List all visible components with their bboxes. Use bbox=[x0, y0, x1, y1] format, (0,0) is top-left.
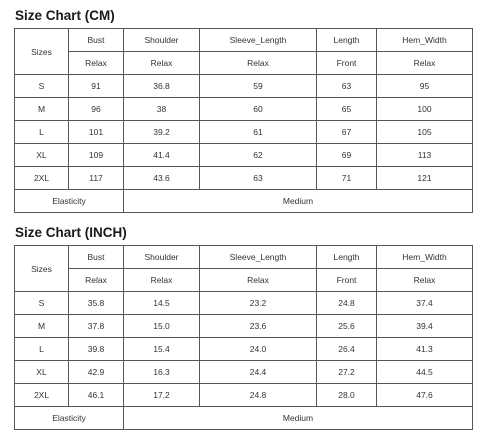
elasticity-row bbox=[15, 190, 473, 213]
table-cell: 91 bbox=[69, 75, 124, 98]
table-cell: 60 bbox=[200, 98, 317, 121]
table-row bbox=[15, 144, 473, 167]
elasticity-value: Medium bbox=[124, 190, 473, 213]
elasticity-value: Medium bbox=[124, 407, 473, 430]
table-row bbox=[15, 167, 473, 190]
table-cell: 41.4 bbox=[124, 144, 200, 167]
size-label: S bbox=[15, 75, 69, 98]
table-cell: 63 bbox=[200, 167, 317, 190]
table-cell: 46.1 bbox=[69, 384, 124, 407]
table-cell: 41.3 bbox=[377, 338, 473, 361]
column-header-length: Length bbox=[317, 246, 377, 269]
table-cell: 69 bbox=[317, 144, 377, 167]
size-table-cm bbox=[14, 28, 473, 213]
column-header-sleeve-length: Sleeve_Length bbox=[200, 246, 317, 269]
table-cell: 24.8 bbox=[317, 292, 377, 315]
sizes-header: Sizes bbox=[15, 29, 69, 75]
table-cell: 47.6 bbox=[377, 384, 473, 407]
table-cell: 62 bbox=[200, 144, 317, 167]
table-cell: 37.8 bbox=[69, 315, 124, 338]
size-label: S bbox=[15, 292, 69, 315]
column-header-hem-width: Hem_Width bbox=[377, 29, 473, 52]
size-label: XL bbox=[15, 361, 69, 384]
column-header-sleeve-length: Sleeve_Length bbox=[200, 29, 317, 52]
column-header-length: Length bbox=[317, 29, 377, 52]
subheader-length: Front bbox=[317, 52, 377, 75]
table-row bbox=[15, 361, 473, 384]
table-row bbox=[15, 315, 473, 338]
column-header-bust: Bust bbox=[69, 246, 124, 269]
size-chart-cm bbox=[14, 4, 472, 213]
sizes-header: Sizes bbox=[15, 246, 69, 292]
subheader-shoulder: Relax bbox=[124, 52, 200, 75]
table-cell: 42.9 bbox=[69, 361, 124, 384]
table-cell: 15.4 bbox=[124, 338, 200, 361]
table-cell: 24.0 bbox=[200, 338, 317, 361]
subheader-row bbox=[15, 52, 473, 75]
table-cell: 71 bbox=[317, 167, 377, 190]
size-table-inch bbox=[14, 245, 473, 430]
header-row bbox=[15, 246, 473, 269]
table-cell: 24.8 bbox=[200, 384, 317, 407]
table-cell: 23.2 bbox=[200, 292, 317, 315]
size-label: M bbox=[15, 315, 69, 338]
table-cell: 35.8 bbox=[69, 292, 124, 315]
table-cell: 28.0 bbox=[317, 384, 377, 407]
table-cell: 14.5 bbox=[124, 292, 200, 315]
size-chart-inch bbox=[14, 221, 472, 430]
elasticity-label: Elasticity bbox=[15, 407, 124, 430]
column-header-shoulder: Shoulder bbox=[124, 29, 200, 52]
table-row bbox=[15, 98, 473, 121]
table-cell: 39.2 bbox=[124, 121, 200, 144]
table-cell: 117 bbox=[69, 167, 124, 190]
size-label: XL bbox=[15, 144, 69, 167]
table-cell: 15.0 bbox=[124, 315, 200, 338]
header-row bbox=[15, 29, 473, 52]
table-cell: 65 bbox=[317, 98, 377, 121]
table-cell: 26.4 bbox=[317, 338, 377, 361]
elasticity-label: Elasticity bbox=[15, 190, 124, 213]
subheader-sleeve-length: Relax bbox=[200, 52, 317, 75]
table-cell: 109 bbox=[69, 144, 124, 167]
table-row bbox=[15, 338, 473, 361]
table-row bbox=[15, 384, 473, 407]
table-cell: 100 bbox=[377, 98, 473, 121]
column-header-shoulder: Shoulder bbox=[124, 246, 200, 269]
table-row bbox=[15, 292, 473, 315]
subheader-sleeve-length: Relax bbox=[200, 269, 317, 292]
size-label: 2XL bbox=[15, 384, 69, 407]
size-chart-inch-title: Size Chart (INCH) bbox=[15, 225, 127, 240]
table-cell: 113 bbox=[377, 144, 473, 167]
subheader-length: Front bbox=[317, 269, 377, 292]
table-cell: 24.4 bbox=[200, 361, 317, 384]
table-cell: 96 bbox=[69, 98, 124, 121]
table-cell: 38 bbox=[124, 98, 200, 121]
table-cell: 27.2 bbox=[317, 361, 377, 384]
table-cell: 39.8 bbox=[69, 338, 124, 361]
table-cell: 36.8 bbox=[124, 75, 200, 98]
table-cell: 61 bbox=[200, 121, 317, 144]
subheader-bust: Relax bbox=[69, 52, 124, 75]
table-cell: 37.4 bbox=[377, 292, 473, 315]
table-cell: 63 bbox=[317, 75, 377, 98]
subheader-shoulder: Relax bbox=[124, 269, 200, 292]
elasticity-row bbox=[15, 407, 473, 430]
subheader-hem-width: Relax bbox=[377, 52, 473, 75]
size-label: 2XL bbox=[15, 167, 69, 190]
table-cell: 44.5 bbox=[377, 361, 473, 384]
size-label: L bbox=[15, 121, 69, 144]
column-header-bust: Bust bbox=[69, 29, 124, 52]
size-label: L bbox=[15, 338, 69, 361]
size-chart-cm-title: Size Chart (CM) bbox=[15, 8, 115, 23]
table-cell: 95 bbox=[377, 75, 473, 98]
column-header-hem-width: Hem_Width bbox=[377, 246, 473, 269]
table-cell: 43.6 bbox=[124, 167, 200, 190]
table-cell: 16.3 bbox=[124, 361, 200, 384]
table-cell: 121 bbox=[377, 167, 473, 190]
subheader-bust: Relax bbox=[69, 269, 124, 292]
table-cell: 101 bbox=[69, 121, 124, 144]
subheader-hem-width: Relax bbox=[377, 269, 473, 292]
table-cell: 25.6 bbox=[317, 315, 377, 338]
table-cell: 59 bbox=[200, 75, 317, 98]
table-cell: 23.6 bbox=[200, 315, 317, 338]
table-cell: 105 bbox=[377, 121, 473, 144]
table-cell: 39.4 bbox=[377, 315, 473, 338]
table-row bbox=[15, 75, 473, 98]
table-row bbox=[15, 121, 473, 144]
table-cell: 67 bbox=[317, 121, 377, 144]
subheader-row bbox=[15, 269, 473, 292]
size-label: M bbox=[15, 98, 69, 121]
table-cell: 17.2 bbox=[124, 384, 200, 407]
